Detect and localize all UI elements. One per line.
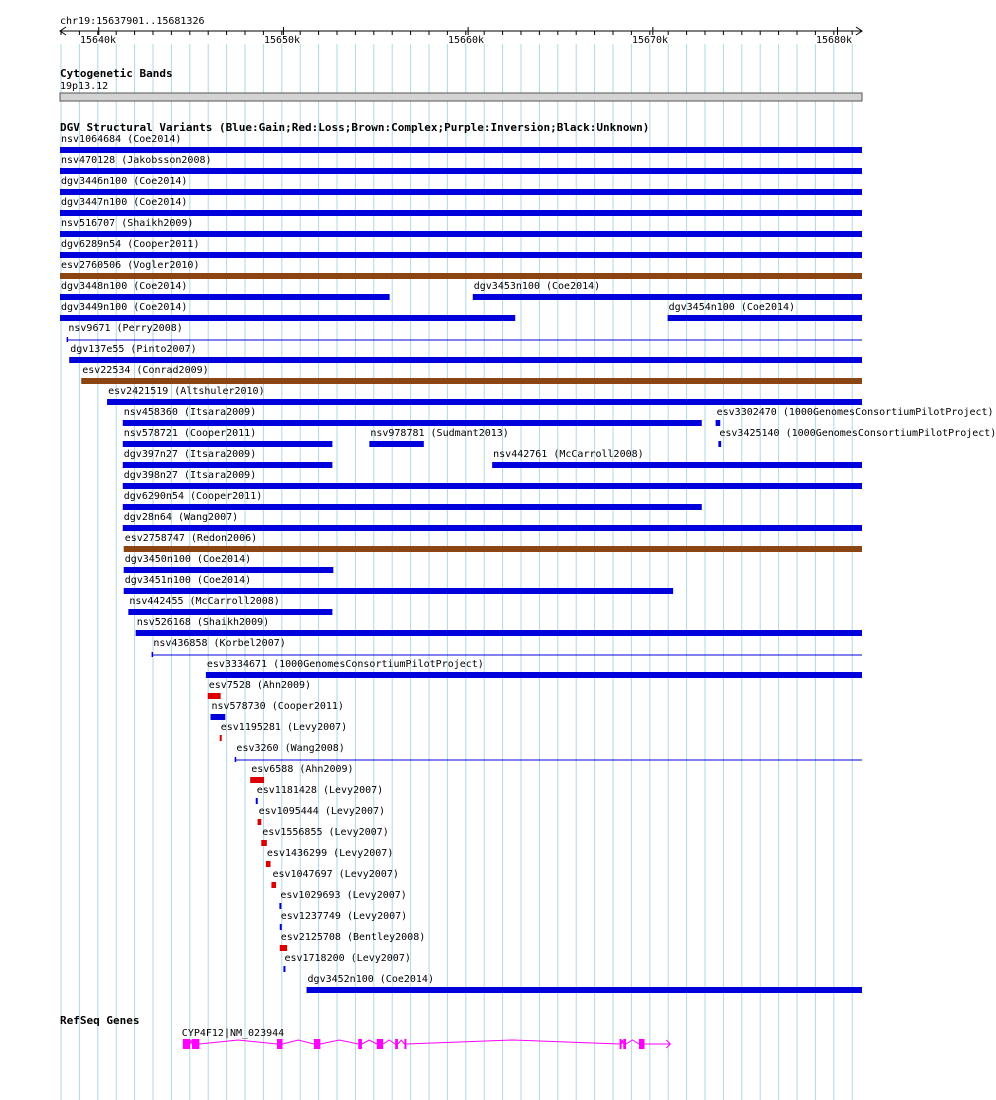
gene-exon [314, 1039, 320, 1049]
variant-label: dgv3446n100 (Coe2014) [61, 176, 188, 187]
variant-label: dgv3454n100 (Coe2014) [668, 302, 796, 313]
variant-bar [124, 588, 673, 594]
refseq-track-title[interactable]: RefSeq Genes [60, 1014, 140, 1027]
variant-label: nsv526168 (Shaikh2009) [136, 617, 270, 628]
variant-bar [668, 315, 862, 321]
variant-label: esv1195281 (Levy2007) [220, 722, 348, 733]
variant-label: nsv458360 (Itsara2009) [123, 407, 257, 418]
variant-label: esv2760506 (Vogler2010) [61, 260, 200, 271]
variant-bar [718, 441, 721, 447]
variant-label: esv1095444 (Levy2007) [258, 806, 386, 817]
gene-intron-line [190, 1040, 639, 1044]
variant-bar [123, 504, 702, 510]
variant-label: esv2758747 (Redon2006) [124, 533, 258, 544]
variant-bar [128, 609, 332, 615]
dgv-track-title[interactable]: DGV Structural Variants (Blue:Gain;Red:Loss;Brown:Complex;Purple:Inversion;Black:Unknown) [60, 121, 650, 134]
gene-label: CYP4F12|NM_023944 [181, 1028, 285, 1039]
cytoband-bar [60, 93, 862, 101]
variant-label: nsv9671 (Perry2008) [68, 323, 183, 334]
variant-bar [123, 462, 333, 468]
gene-exon [277, 1039, 283, 1049]
gene-exon [395, 1039, 398, 1049]
gene-exon [404, 1039, 406, 1049]
variant-bar [107, 399, 862, 405]
variant-bar [60, 168, 862, 174]
variant-bar [60, 294, 390, 300]
variant-label: dgv3447n100 (Coe2014) [61, 197, 188, 208]
variant-label: nsv1064684 (Coe2014) [61, 134, 182, 145]
variant-label: dgv3451n100 (Coe2014) [124, 575, 252, 586]
variant-label: dgv398n27 (Itsara2009) [123, 470, 257, 481]
variant-bar [256, 798, 258, 804]
variant-bar [60, 189, 862, 195]
gene-exon [377, 1039, 383, 1049]
variant-label: esv1181428 (Levy2007) [256, 785, 384, 796]
variant-label: esv22534 (Conrad2009) [82, 365, 209, 376]
variant-label: dgv3452n100 (Coe2014) [307, 974, 434, 985]
variant-bar [208, 693, 221, 699]
variant-label: nsv516707 (Shaikh2009) [61, 218, 194, 229]
variant-label: esv7528 (Ahn2009) [208, 680, 312, 691]
variant-label: dgv3453n100 (Coe2014) [473, 281, 601, 292]
variant-label: esv1718200 (Levy2007) [284, 953, 411, 964]
cytoband-name: 19p13.12 [60, 81, 109, 92]
variant-bar [250, 777, 264, 783]
variant-bar [69, 357, 862, 363]
variant-label: nsv470128 (Jakobsson2008) [61, 155, 212, 166]
ruler-tick-label: 15650k [263, 35, 301, 46]
variant-bar [123, 420, 702, 426]
variant-bar [279, 903, 281, 909]
variant-bar [261, 840, 267, 846]
variant-label: esv2421519 (Altshuler2010) [108, 386, 265, 397]
ruler-tick-label: 15640k [79, 35, 117, 46]
variant-bar [124, 546, 862, 552]
gene-exon [183, 1039, 190, 1049]
variant-bar [271, 882, 276, 888]
variant-label: esv6588 (Ahn2009) [251, 764, 354, 775]
variant-label: nsv978781 (Sudmant2013) [370, 428, 509, 439]
variant-label: esv1436299 (Levy2007) [266, 848, 394, 859]
variant-bar [716, 420, 721, 426]
variant-label: dgv397n27 (Itsara2009) [123, 449, 257, 460]
variant-bar [60, 147, 862, 153]
variant-bar [283, 966, 285, 972]
gene-exon [639, 1039, 645, 1049]
cytoband-track-title[interactable]: Cytogenetic Bands [60, 67, 173, 80]
variant-bar [220, 735, 222, 741]
variant-label: esv1047697 (Levy2007) [272, 869, 399, 880]
variant-bar [81, 378, 862, 384]
ruler-tick-label: 15670k [631, 35, 669, 46]
variant-bar [123, 441, 333, 447]
variant-bar [307, 987, 862, 993]
variant-bar [369, 441, 423, 447]
variant-label: nsv442761 (McCarroll2008) [493, 449, 644, 460]
variant-label: nsv578721 (Cooper2011) [123, 428, 257, 439]
variant-bar [60, 315, 515, 321]
variant-label: nsv442455 (McCarroll2008) [129, 596, 280, 607]
variant-label: dgv28n64 (Wang2007) [123, 512, 239, 523]
variant-bar [60, 210, 862, 216]
variant-bar [124, 567, 334, 573]
variant-bar [136, 630, 862, 636]
ruler-tick-label: 15660k [447, 35, 485, 46]
gene-exon [620, 1039, 622, 1049]
variant-bar [280, 945, 287, 951]
variant-bar [258, 819, 262, 825]
variant-label: esv1237749 (Levy2007) [280, 911, 408, 922]
variant-label: dgv3449n100 (Coe2014) [61, 302, 188, 313]
variant-label: esv2125708 (Bentley2008) [280, 932, 426, 943]
variant-label: esv1556855 (Levy2007) [262, 827, 389, 838]
variant-label: esv3334671 (1000GenomesConsortiumPilotProject) [206, 659, 484, 670]
variant-bar [266, 861, 271, 867]
gene-exon [192, 1039, 199, 1049]
variant-label: nsv578730 (Cooper2011) [211, 701, 344, 712]
variant-label: esv3302470 (1000GenomesConsortiumPilotProject) [716, 407, 994, 418]
variant-bar [60, 273, 862, 279]
variant-label: dgv3450n100 (Coe2014) [124, 554, 252, 565]
variant-bar [60, 231, 862, 237]
ruler-coordinate-label: chr19:15637901..15681326 [60, 16, 205, 27]
variant-label: dgv6290n54 (Cooper2011) [123, 491, 263, 502]
gene-exon [358, 1039, 362, 1049]
variant-label: dgv3448n100 (Coe2014) [61, 281, 188, 292]
gene-exon [623, 1039, 626, 1049]
variant-bar [123, 483, 862, 489]
variant-label: dgv6289n54 (Cooper2011) [61, 239, 200, 250]
variant-bar [473, 294, 862, 300]
variant-bar [492, 462, 862, 468]
variant-label: esv1029693 (Levy2007) [280, 890, 407, 901]
variant-bar [60, 252, 862, 258]
variant-label: nsv436858 (Korbel2007) [153, 638, 286, 649]
variant-label: esv3425140 (1000GenomesConsortiumPilotProject) [719, 428, 996, 439]
variant-bar [280, 924, 282, 930]
variant-label: dgv137e55 (Pinto2007) [70, 344, 197, 355]
ruler-tick-label: 15680k [815, 35, 853, 46]
variant-label: esv3260 (Wang2008) [236, 743, 345, 754]
variant-bar [211, 714, 226, 720]
variant-bar [206, 672, 862, 678]
variant-bar [123, 525, 862, 531]
